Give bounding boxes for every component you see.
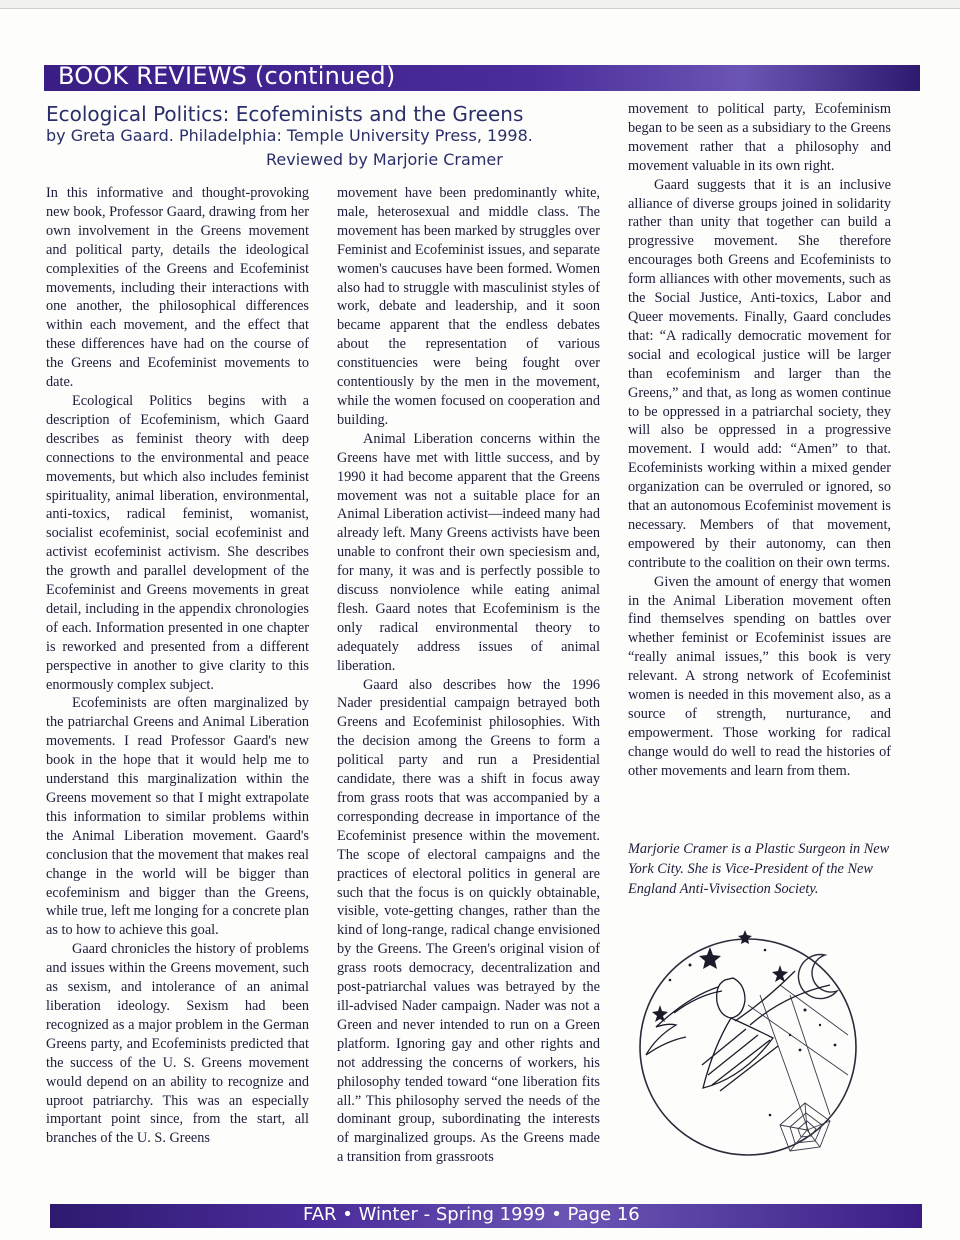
banner-title: BOOK REVIEWS (continued) (58, 62, 396, 90)
paragraph: Gaard chronicles the history of problems and issues within the Greens movement, such as sexism, and intolerance of an animal liberation ideology. Sexism had been recognized as a major problem in the German Greens party, and Ecofeminists predicted that the success of the U. S. Greens movement would depend on an ability to recognize and uproot patriarchy. This was an especially important point since, from the start, all branches of the U. S. Greens (46, 941, 309, 1147)
review-title: Ecological Politics: Ecofeminists and the Greens (46, 102, 524, 126)
review-byline: by Greta Gaard. Philadelphia: Temple University Press, 1998. (46, 126, 533, 145)
paragraph: Ecological Politics begins with a description of Ecofeminism, which Gaard describes as feminist theory with deep connections to the environmental and peace movements, but which also includes feminist spirituality, animal liberation, environmental, anti-toxics, radical feminist, womanist, socialist ecofeminist, social ecofeminist and activist ecofeminist activism. She describes the growth and parallel development of the Ecofeminist and Greens movements in great detail, including in the appendix chronologies of each. Information presented in one chapter is reworked and presented from a different perspective in another to give clarity to this enormously complex subject. (46, 392, 309, 693)
paragraph: Gaard suggests that it is an inclusive alliance of diverse groups joined in solidarity rather than unity that together can build a progressive movement. She therefore encourages both Greens and Ecofeminists to form alliances with other movements, such as the Social Justice, Anti-toxics, Labor and Queer movements. Finally, Gaard concludes that: “A radically democratic movement for social and ecological justice will be larger than ecofeminism and larger than the Greens,” and that, as long as women continue to be oppressed in a patriarchal society, they will also be oppressed in a progressive movement. I would add: “Amen” to that. Ecofeminists working within a mixed gender organization can be overruled or ignored, so that an autonomous Ecofeminist movement is necessary. Members of that movement, empowered by their autonomy, can then contribute to the coalition on their own terms. (628, 176, 891, 571)
ecofeminist-illustration (630, 925, 860, 1165)
moon-icon (798, 955, 837, 999)
footer-text: FAR • Winter - Spring 1999 • Page 16 (303, 1204, 640, 1225)
paragraph: Animal Liberation concerns within the Greens have met with little success, and by 1990 it had become apparent that the Greens movement was not a suitable place for an Animal Liberation activist—indeed many had already left. Many Greens activists have been unable to confront their own speciesism and, for many, it was and is perfectly possible to discuss nonviolence while eating animal flesh. Gaard notes that Ecofeminism is the only radical environmental theory to adequately address issues of animal liberation. (337, 430, 600, 674)
section-banner (44, 62, 920, 91)
article-column-3 (628, 100, 891, 781)
paragraph: Given the amount of energy that women in the Animal Liberation movement often find themselves spending on battles over whether feminist or Ecofeminist issues are “really animal issues,” this book is very relevant. A strong network of Ecofeminist women is needed in this movement also, as a source of strength, nurturance, and empowerment. Those working for radical change would do well to read the histories of other movements and learn from them. (628, 573, 891, 779)
reviewer-bio: Marjorie Cramer is a Plastic Surgeon in New York City. She is Vice-President of the New England Anti-Vivisection Society. (628, 841, 890, 897)
reviewer-line: Reviewed by Marjorie Cramer (266, 150, 503, 169)
article-column-2 (337, 184, 600, 1167)
page-footer (50, 1204, 922, 1228)
paragraph: In this informative and thought-provoking new book, Professor Gaard, drawing from her own involvement in the Greens movement and political party, details the ideological complexities of the Greens and Ecofeminist movements, including their interactions with one another, the philosophical differences within each movement, and the effect that these differences have had on the course of the Greens and Ecofeminist movements to date. (46, 185, 309, 391)
review-header (46, 102, 606, 169)
paragraph: Gaard also describes how the 1996 Nader presidential campaign betrayed both Greens and Ecofeminist philosophies. With the decision among the Greens to form a political party and run a Presidential candidate, there was a shift in focus away from grass roots that was accompanied by a corresponding decrease in importance of the Ecofeminist presence within the movement. The scope of electoral campaigns and the practices of electoral politics in general are such that the focus is on quickly obtainable, visible, vote-getting changes, rather than the kind of long-range, radical change envisioned by the Greens. The Green's original vision of grass roots democracy, decentralization and post-patriarchal values was betrayed by the ill-advised Nader campaign. Nader was not a Green and never intended to run on a Green platform. Ignoring gay and other rights and not addressing the concerns of workers, his philosophy tended toward “one liberation fits all.” This philosophy served the needs of the dominant group, subordinating the interests of marginalized groups. As the Greens made a transition from grassroots (337, 676, 600, 1166)
star-icons (652, 930, 788, 1022)
paragraph: movement to political party, Ecofeminism began to be seen as a subsidiary to the Greens movement rather that a philosophy and movement valuable in its own right. (628, 101, 891, 174)
spider-web (748, 985, 848, 1151)
paragraph: Ecofeminists are often marginalized by the patriarchal Greens and Animal Liberation movements. I read Professor Gaard's new book in the hope that it would help me to understand this marginalization within the Greens movement so that I might extrapolate this information to similar problems within the Animal Liberation movement. Gaard's conclusion that the movement that makes real change in the world will be bigger than ecofeminism and bigger than the Greens, while true, left me longing for a concrete plan as to how to achieve this goal. (46, 695, 309, 939)
sparkle-dots (669, 949, 837, 1117)
article-column-1 (46, 184, 309, 1148)
page-top-edge (0, 0, 960, 9)
paragraph: movement have been predominantly white, male, heterosexual and middle class. The movement has been marked by struggles over Feminist and Ecofeminist issues, and separate women's caucuses have been formed. Women also had to struggle with masculinist styles of work, debate and leadership, and it soon became apparent that the endless debates about the representation of various constituencies were being fought over contentiously by the men in the movement, while the women focused on cooperation and building. (337, 185, 600, 428)
